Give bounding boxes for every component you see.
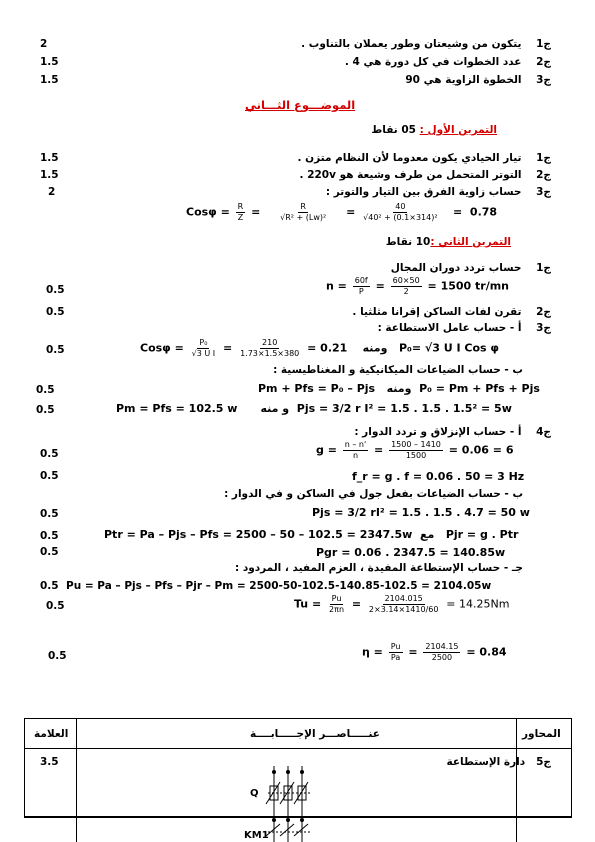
cos-formula-2: Cosφ = $\frac{\text{P₀}}{\text{√3 U I}}$ = $\frac{210}{1.73\times 1.5\times 380}$ = 0.21 ومنه P₀= √3 U I Cos φ [140,338,499,358]
ex2-score-3: 0.5 [46,344,65,356]
footer-col-divider-right [516,718,517,842]
ex1-score-2: 1.5 [40,169,59,181]
score-2: 1.5 [40,56,59,68]
ex1-line-1: ج1 تيار الحيادي يكون معدوما لأن النظام متزن . [297,152,551,164]
ex2-score-8: 0.5 [40,508,59,520]
ex2-q4b: ب - حساب الضياعات بفعل جول في الساكن و في الدوار : [224,488,523,500]
pjs-formula-2: Pjs = 3/2 rI² = 1.5 . 1.5 . 4.7 = 50 w [312,506,530,519]
footer-header-divider [24,748,572,749]
contactor-label-km1: KM1 [244,830,269,841]
cos-formula-1: Cosφ = $\frac{R}{Z}$ = $\frac{R}{\text{√R² + (Lw)²}}$ = $\frac{40}{\text{√40² + (0.1×314)²}}$ = 0.78 [186,202,498,222]
topic-2-title: الموضـــوع الثـــاني [245,98,356,112]
ex2-score-2: 0.5 [46,306,65,318]
footer-col-divider-left [76,718,77,842]
fr-formula: f_r = g . f = 0.06 . 50 = 3 Hz [352,470,525,483]
eta-formula: η = $\frac{Pu}{Pa}$ = $\frac{2104.15}{2500}$ = 0.84 [362,642,507,662]
pu-formula: Pu = Pa – Pjs – Pfs – Pjr – Pm = 2500-50-102.5-140.85-102.5 = 2104.05w [66,580,492,592]
footer-top-border [24,718,572,719]
ex2-score-7: 0.5 [40,470,59,482]
score-1: 2 [40,38,48,50]
exercise-1-heading: التمرين الأول : 05 نقاط [371,124,497,136]
ex1-score-3: 2 [48,186,56,198]
switch-label-q: Q [250,788,259,799]
ex1-line-2: ج2 التوتر المتحمل من طرف وشيعة هو 220v . [299,169,551,181]
ex2-score-5: 0.5 [36,404,55,416]
ex2-q4c: جـ - حساب الإستطاعة المفيدة ، العزم المفيد ، المردود : [234,562,523,574]
ex1-score-1: 1.5 [40,152,59,164]
pgr-formula: Pgr = 0.06 . 2347.5 = 140.85w [316,546,506,559]
ex2-q3: ج3 أ - حساب عامل الاستطاعة : [377,322,551,334]
ex2-score-1: 0.5 [46,284,65,296]
footer-col-answer: عنـــــاصـــر الإجـــــابــــة [250,728,380,740]
answer-line-1: ج1 يتكون من وشيعتان وطور يعملان بالتناوب . [301,38,551,50]
pm-formula: Pm + Pfs = P₀ – Pjs ومنه P₀ = Pm + Pfs + Pjs [258,382,540,395]
n-formula: n = $\frac{60f}{P}$ = $\frac{60\times 50}{2}$ = 1500 tr/mn [326,276,510,296]
ex1-line-3: ج3 حساب زاوية الفرق بين التيار والتوتر : [325,186,551,198]
footer-row-score: 3.5 [40,756,59,768]
ex2-score-4: 0.5 [36,384,55,396]
ex2-q2: ج2 تقرن لفات الساكن إقرانا مثلثيا . [352,306,551,318]
answer-line-3: ج3 الخطوة الزاوية هي 90 [405,74,551,86]
score-3: 1.5 [40,74,59,86]
ex2-score-9: 0.5 [40,530,59,542]
ex2-score-6: 0.5 [40,448,59,460]
ptr-formula: Ptr = Pa – Pjs – Pfs = 2500 – 50 – 102.5 = 2347.5w مع Pjr = g . Ptr [104,528,519,541]
footer-col-score: العلامة [34,728,69,740]
footer-left-border [24,718,25,818]
footer-right-border [571,718,572,818]
footer-row-question: ج5 دارة الإستطاعة [446,756,551,768]
ex2-q3b: ب - حساب الضياعات الميكانيكية و المغناطيسية : [273,364,523,376]
ex2-score-13: 0.5 [48,650,67,662]
exercise-2-heading: التمرين الثاني :10 نقاط [385,236,511,248]
ex2-score-12: 0.5 [46,600,65,612]
ex2-score-11: 0.5 [40,580,59,592]
ex2-score-10: 0.5 [40,546,59,558]
ex2-q4: ج4 أ - حساب الإنزلاق و تردد الدوار : [354,426,551,438]
ex2-q1: ج1 حساب تردد دوران المجال [390,262,551,274]
pm-pjs-formula: Pm = Pfs = 102.5 w و منه Pjs = 3/2 r I² = 1.5 . 1.5 . 1.5² = 5w [116,402,512,415]
answer-line-2: ج2 عدد الخطوات في كل دورة هي 4 . [344,56,551,68]
g-formula: g = $\frac{n - n'}{n}$ = $\frac{1500 - 1410}{1500}$ = 0.06 = 6 [316,440,514,460]
tu-formula: Tu = $\frac{Pu}{2\pi n}$ = $\frac{2104.015}{2\times 3.14\times 1410/60}$ = 14.25Nm [294,594,510,614]
footer-col-axis: المحاور [522,728,561,740]
